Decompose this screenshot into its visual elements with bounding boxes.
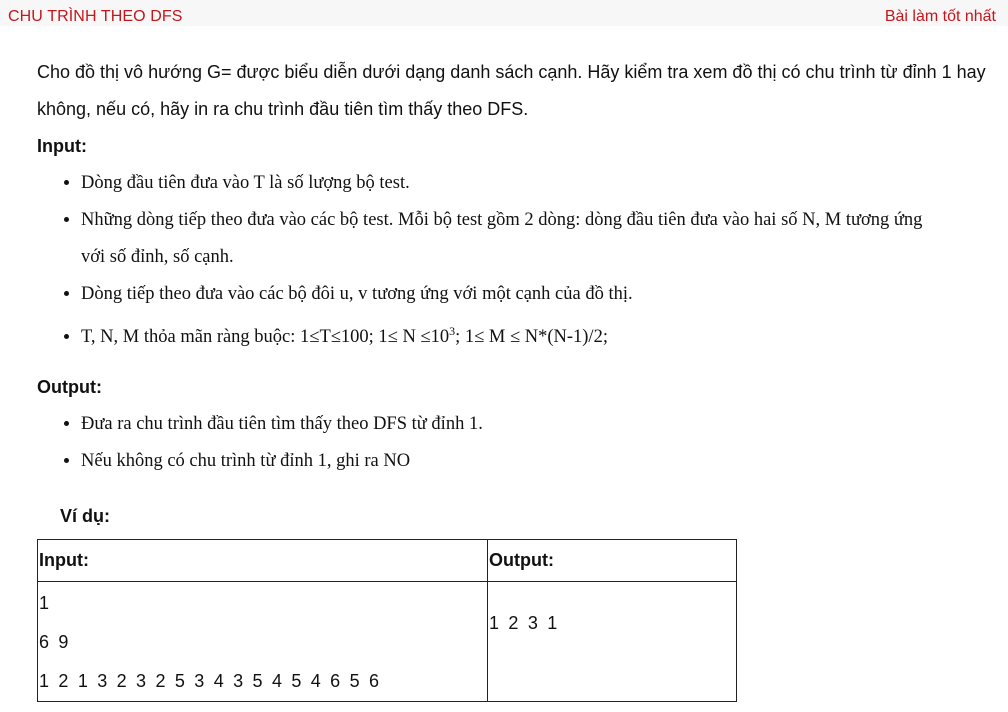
example-output-line: 1 2 3 1 [489,613,560,633]
page-title: CHU TRÌNH THEO DFS [8,8,183,25]
example-table [37,539,737,702]
example-input-line: 6 9 [39,632,71,652]
input-item [81,202,987,276]
output-list [37,406,987,480]
constraint-item [81,313,987,356]
example-input-line: 1 2 1 3 2 3 2 5 3 4 3 5 4 5 4 6 5 6 [39,671,382,691]
constraint-text: ; 1≤ M ≤ N*(N-1)/2; [455,327,608,348]
example-output-cell [488,582,737,702]
output-heading: Output: [37,377,102,398]
description-line-1: Cho đồ thị vô hướng G= được biểu diễn dưới dạng danh sách cạnh. Hãy kiểm tra xem đồ thị có chu trình từ đỉnh 1 hay [37,62,986,82]
output-item: • Đưa ra chu trình đầu tiên tìm thấy theo DFS từ đỉnh 1. [81,406,987,443]
output-item: • Nếu không có chu trình từ đỉnh 1, ghi ra NO [81,443,987,480]
input-heading: Input: [37,136,87,156]
output-column-header: Output: [488,540,737,582]
input-item-text: Những dòng tiếp theo đưa vào các bộ test. Mỗi bộ test gồm 2 dòng: dòng đầu tiên đưa vào hai số N, M tương ứng [81,210,923,230]
description-line-2: không, nếu có, hãy in ra chu trình đầu tiên tìm thấy theo DFS. [37,99,529,119]
input-column-header: Input: [38,540,488,582]
constraint-exponent: 3 [449,324,456,338]
best-solutions-link[interactable]: Bài làm tốt nhất [884,8,996,25]
input-item: • Dòng tiếp theo đưa vào các bộ đôi u, v tương ứng với một cạnh của đồ thị. [81,276,987,313]
example-input-line: 1 [39,593,52,613]
problem-statement [37,54,987,480]
constraint-text: T, N, M thỏa mãn ràng buộc: 1≤T≤100; 1≤ N ≤10 [81,327,450,348]
example-input-cell [38,582,488,702]
example-label: Ví dụ: [60,506,110,526]
input-item-text: với số đỉnh, số cạnh. [81,247,234,267]
input-item: • Dòng đầu tiên đưa vào T là số lượng bộ test. [81,165,987,202]
input-list [37,165,987,356]
